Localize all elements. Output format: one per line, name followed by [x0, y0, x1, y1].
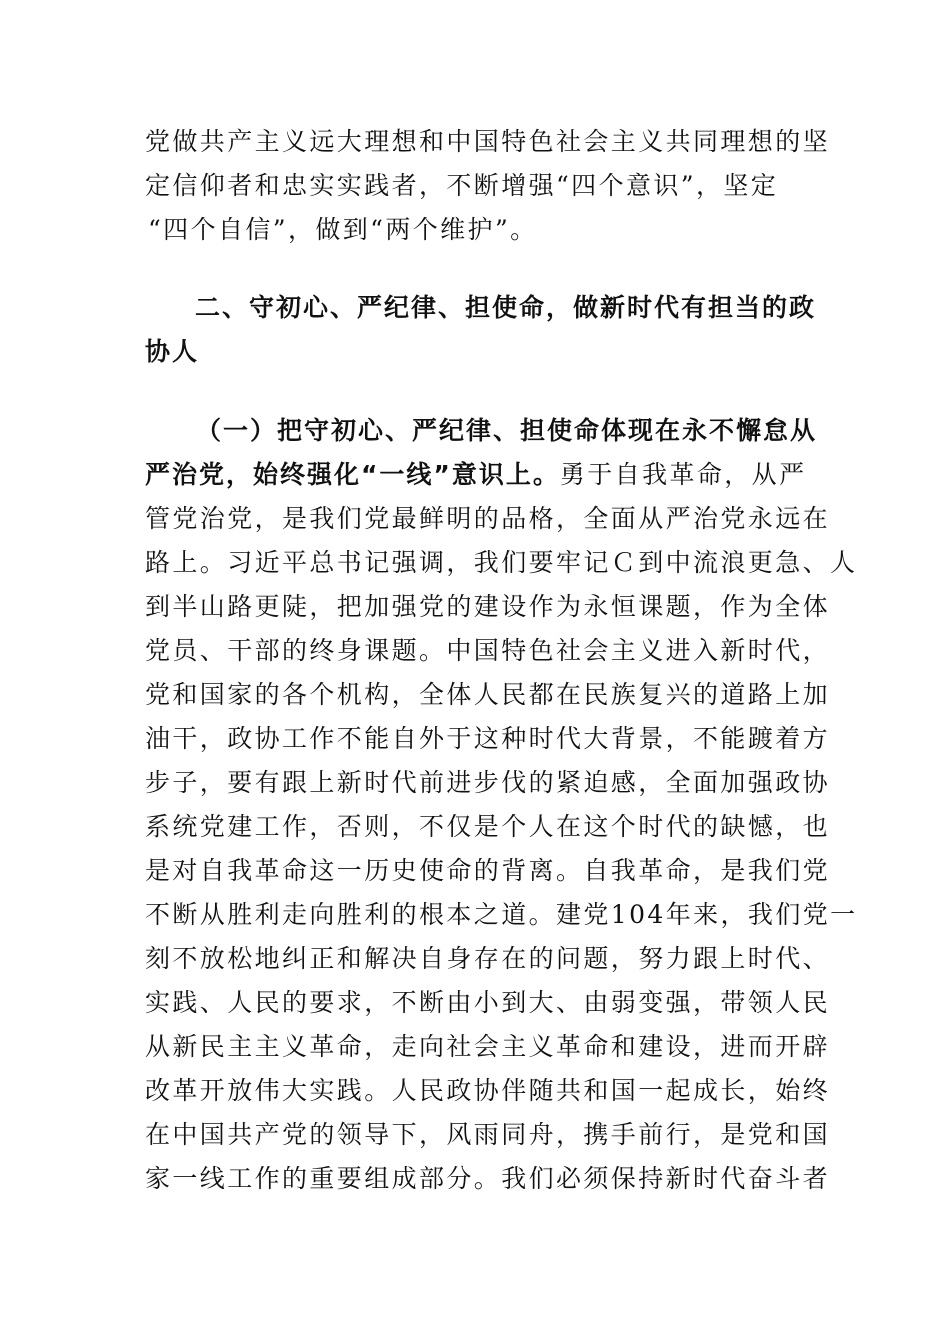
paragraph-line: 是对自我革命这一历史使命的背离。自我革命，是我们党 [145, 856, 831, 885]
paragraph-line: 步子，要有跟上新时代前进步伐的紧迫感，全面加强政协 [145, 768, 831, 797]
paragraph-line: 实践、人民的要求，不断由小到大、由弱变强，带领人民 [145, 988, 831, 1017]
paragraph-line: 定信仰者和忠实实践者，不断增强“四个意识”，坚定 [145, 171, 779, 200]
paragraph-line: 改革开放伟大实践。人民政协伴随共和国一起成长，始终 [145, 1076, 831, 1105]
paragraph-line: 党员、干部的终身课题。中国特色社会主义进入新时代， [145, 636, 831, 665]
paragraph-line: 油干，政协工作不能自外于这种时代大背景，不能踱着方 [145, 724, 831, 753]
paragraph-line: 党和国家的各个机构，全体人民都在民族复兴的道路上加 [145, 680, 831, 709]
paragraph-line: 从新民主主义革命，走向社会主义革命和建设，进而开辟 [145, 1032, 831, 1061]
paragraph-line: 党做共产主义远大理想和中国特色社会主义共同理想的坚 [145, 127, 831, 156]
paragraph-line: 家一线工作的重要组成部分。我们必须保持新时代奋斗者 [145, 1164, 831, 1193]
paragraph-text: 勇于自我革命，从严 [559, 460, 807, 489]
paragraph-line: 系统党建工作，否则，不仅是个人在这个时代的缺憾，也 [145, 812, 831, 841]
paragraph-line: 在中国共产党的领导下，风雨同舟，携手前行，是党和国 [145, 1120, 831, 1149]
paragraph-line: “四个自信”，做到“两个维护”。 [148, 215, 538, 244]
paragraph-line: 不断从胜利走向胜利的根本之道。建党104年来，我们党一 [145, 900, 858, 929]
paragraph-line: 到半山路更陡，把加强党的建设作为永恒课题，作为全体 [145, 592, 831, 621]
paragraph-line: 刻不放松地纠正和解决自身存在的问题，努力跟上时代、 [145, 944, 831, 973]
paragraph-line: 路上。习近平总书记强调，我们要牢记Ｃ到中流浪更急、人 [145, 548, 858, 577]
subsection-heading: （一）把守初心、严纪律、担使命体现在永不懈怠从 [196, 416, 818, 445]
section-heading: 二、守初心、严纪律、担使命，做新时代有担当的政 [195, 293, 817, 322]
subsection-heading-tail: 严治党，始终强化“一线”意识上。 [145, 460, 560, 489]
paragraph-line: 管党治党，是我们党最鲜明的品格，全面从严治党永远在 [145, 504, 831, 533]
paragraph-line [145, 459, 806, 491]
section-heading: 协人 [145, 337, 200, 366]
